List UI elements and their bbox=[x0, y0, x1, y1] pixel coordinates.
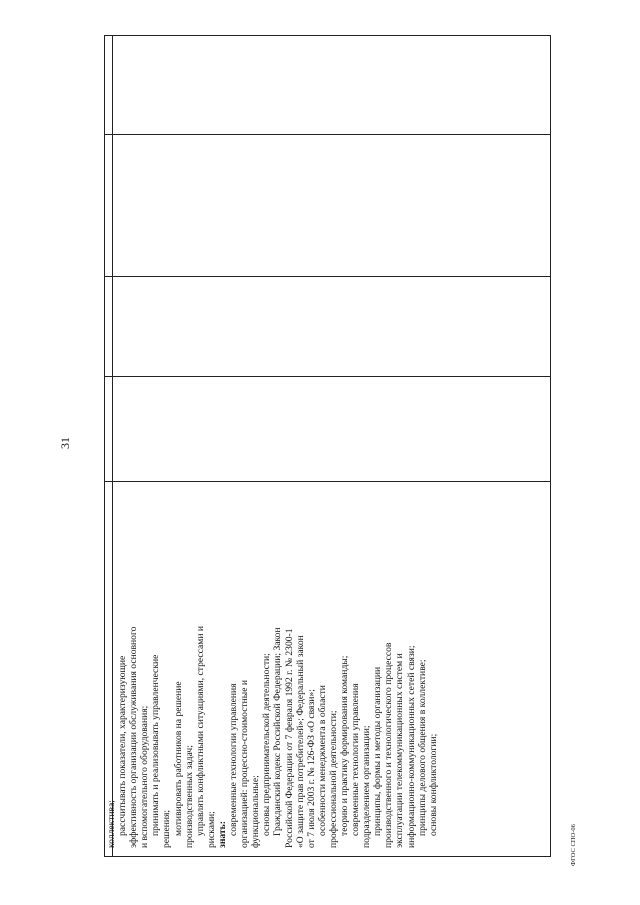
text-line: рисками; bbox=[205, 811, 217, 848]
text-line: решения; bbox=[161, 809, 173, 848]
text-line: знать: bbox=[216, 821, 228, 848]
table-row-divider bbox=[104, 481, 551, 482]
text-line: управлять конфликтными ситуациями, стрессами и bbox=[194, 625, 206, 836]
text-line: принимать и реализовывать управленческие bbox=[150, 654, 162, 836]
text-line: современные технологии управления bbox=[228, 683, 240, 836]
text-line: особенности менеджмента в области bbox=[316, 685, 328, 836]
text-line: функциональные; bbox=[250, 775, 262, 848]
text-line: организацией: процессно-стоимостные и bbox=[239, 679, 251, 848]
text-line: рассчитывать показатели, характеризующие bbox=[117, 655, 129, 836]
text-line: профессиональной деятельности; bbox=[327, 710, 339, 848]
text-line: мотивировать работников на решение bbox=[172, 681, 184, 836]
table-row-divider bbox=[104, 134, 551, 135]
text-line: «О защите прав потребителей»; Федеральный закон bbox=[294, 635, 306, 848]
text-line: подразделением организации; bbox=[361, 725, 373, 848]
text-line: основы предпринимательской деятельности; bbox=[261, 653, 273, 836]
text-line: основы конфликтологии; bbox=[427, 733, 439, 836]
text-line: и вспомогательного оборудования; bbox=[139, 705, 151, 848]
text-line: теорию и практику формирования команды; bbox=[338, 655, 350, 836]
page-number: 31 bbox=[58, 437, 72, 449]
text-line: производственного и технологического процессов bbox=[383, 642, 395, 848]
text-line: производственных задач; bbox=[183, 745, 195, 848]
text-line: Российской Федерации от 7 февраля 1992 г. № 2300-1 bbox=[283, 628, 295, 848]
footer-code: ФГОС СПО-06 bbox=[570, 824, 577, 866]
table-row-divider bbox=[104, 376, 551, 377]
text-line: эксплуатации телекоммуникационных систем и bbox=[394, 653, 406, 848]
text-line: Гражданский кодекс Российской Федерации; Закон bbox=[272, 627, 284, 836]
text-line: принципы, формы и методы организации bbox=[372, 666, 384, 836]
table-row-divider bbox=[104, 276, 551, 277]
text-line: современные технологии управления bbox=[350, 683, 362, 836]
text-line: эффективность организации обслуживания основного bbox=[128, 626, 140, 848]
text-line: принципы делового общения в коллективе; bbox=[416, 659, 428, 836]
table-cell-text bbox=[106, 486, 439, 848]
text-line: коллектива; bbox=[106, 800, 117, 848]
text-line: информационно-коммуникационных сетей связи; bbox=[405, 645, 417, 848]
text-line: от 7 июля 2003 г. № 126-ФЗ «О связи»; bbox=[305, 689, 317, 848]
